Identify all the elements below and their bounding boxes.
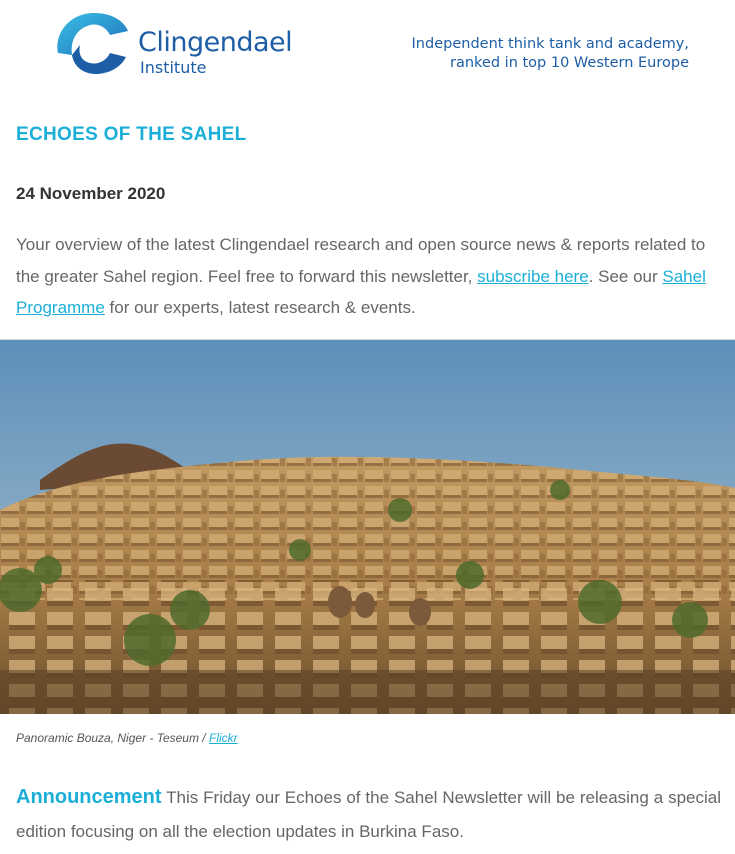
clingendael-logo-mark-icon	[52, 11, 136, 77]
subscribe-link[interactable]: subscribe here	[477, 266, 589, 286]
announcement-label: Announcement	[16, 786, 162, 808]
newsletter-title: ECHOES OF THE SAHEL	[16, 124, 247, 145]
newsletter-header	[0, 0, 735, 95]
logo-subtitle: Institute	[140, 58, 207, 77]
hero-image-bouza-village	[0, 340, 735, 714]
logo-wordmark: Clingendael	[138, 27, 293, 58]
intro-text-2: . See our	[588, 266, 663, 286]
caption-text: Panoramic Bouza, Niger - Teseum /	[16, 731, 209, 745]
tagline	[412, 35, 689, 73]
tagline-line-2: ranked in top 10 Western Europe	[450, 55, 689, 71]
announcement-text: This Friday our Echoes of the Sahel Newsletter will be releasing a special edition focusing on all the election updates in Burkina Faso.	[16, 788, 721, 841]
newsletter-date: 24 November 2020	[16, 184, 166, 203]
intro-text-1: Your overview of the latest Clingendael research and open source news & reports related to the greater Sahel region. Feel free to forward this newsletter,	[16, 235, 706, 286]
sahel-programme-link[interactable]: Sahel Programme	[16, 266, 706, 317]
clingendael-logo[interactable]	[52, 11, 292, 77]
flickr-link[interactable]: Flickr	[208, 731, 238, 745]
intro-text-3: for our experts, latest research & events.	[104, 298, 416, 317]
intro-paragraph	[16, 229, 723, 324]
tagline-line-1: Independent think tank and academy,	[411, 36, 689, 52]
announcement-paragraph	[16, 780, 721, 849]
hero-caption	[16, 731, 238, 745]
